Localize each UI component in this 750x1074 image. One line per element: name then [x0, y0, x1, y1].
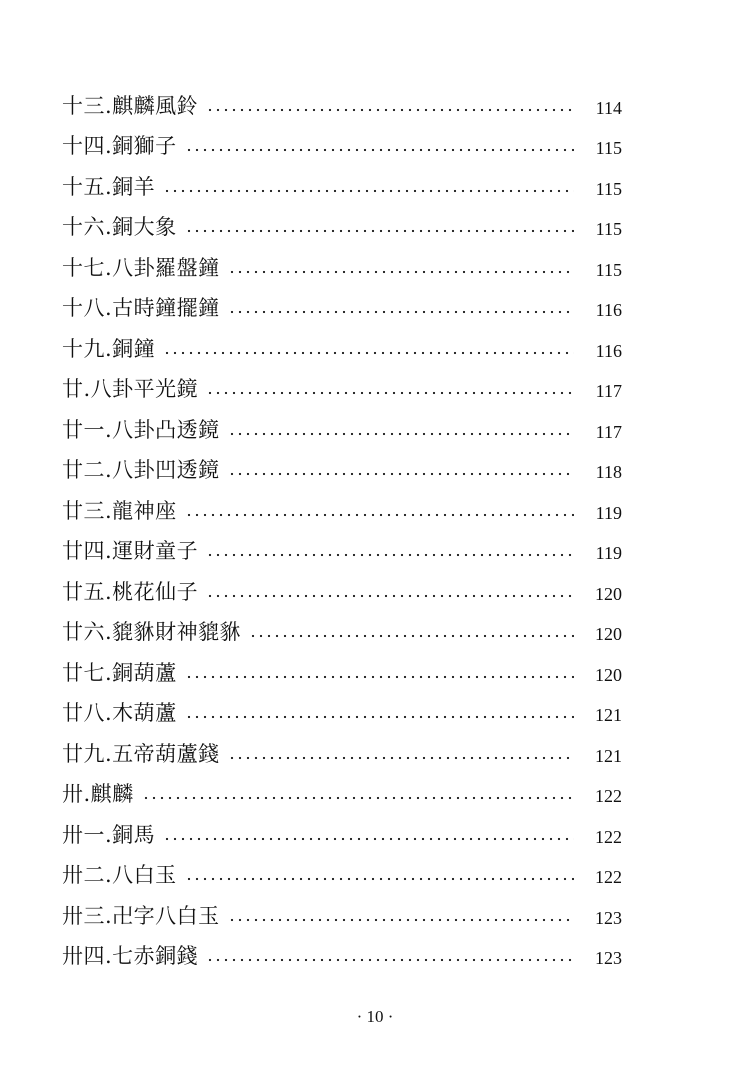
toc-entry-title: 十八.古時鐘擺鐘	[62, 296, 220, 320]
toc-entry-title: 十三.麒麟風鈴	[62, 93, 199, 118]
toc-entry-page: 123	[595, 948, 622, 968]
toc-entry-title: 廿五.桃花仙子	[62, 579, 199, 604]
dot-leader	[142, 795, 574, 801]
toc-entry	[62, 117, 622, 158]
toc-entry	[62, 319, 622, 360]
toc-entry	[62, 76, 622, 117]
toc-entry-title: 十七.八卦羅盤鐘	[62, 255, 220, 280]
dot-leader	[228, 269, 574, 275]
dot-leader	[185, 512, 574, 518]
toc-entry	[62, 400, 622, 441]
toc-entry-title: 廿八.木葫蘆	[62, 701, 177, 725]
toc-entry	[62, 279, 622, 320]
toc-entry-title: 廿六.貔貅財神貔貅	[62, 620, 242, 644]
dot-leader	[228, 471, 574, 477]
toc-entry-page: 115	[595, 138, 622, 158]
dot-leader	[206, 552, 574, 558]
toc-entry-page: 116	[595, 300, 622, 320]
toc-entry-title: 十四.銅獅子	[62, 134, 177, 158]
toc-entry-title: 廿二.八卦凹透鏡	[62, 458, 220, 482]
toc-entry-title: 十九.銅鐘	[62, 336, 156, 361]
toc-entry	[62, 805, 622, 846]
toc-entry-title: 卅四.七赤銅錢	[62, 944, 199, 968]
dot-leader	[206, 957, 574, 963]
toc-entry-title: 廿七.銅葫蘆	[62, 660, 177, 685]
toc-entry-title: 卅一.銅馬	[62, 822, 156, 847]
toc-entry	[62, 724, 622, 765]
table-of-contents	[62, 76, 622, 967]
toc-entry-page: 115	[595, 178, 622, 199]
toc-entry	[62, 562, 622, 603]
toc-entry-page: 116	[595, 340, 622, 361]
toc-entry	[62, 522, 622, 563]
toc-entry-title: 卅.麒麟	[62, 782, 134, 806]
toc-entry-title: 十五.銅羊	[62, 174, 156, 199]
toc-entry-page: 121	[595, 745, 622, 766]
toc-entry-page: 119	[595, 502, 622, 523]
toc-entry	[62, 481, 622, 522]
dot-leader	[185, 147, 574, 153]
toc-entry	[62, 846, 622, 887]
toc-entry	[62, 157, 622, 198]
toc-entry-page: 115	[595, 219, 622, 239]
toc-entry	[62, 603, 622, 644]
toc-entry-title: 廿.八卦平光鏡	[62, 377, 199, 401]
toc-entry-page: 120	[595, 664, 622, 685]
dot-leader	[185, 714, 574, 720]
dot-leader	[185, 674, 574, 680]
dot-leader	[163, 836, 574, 842]
toc-entry-title: 十六.銅大象	[62, 215, 177, 239]
dot-leader	[206, 107, 574, 113]
toc-entry	[62, 927, 622, 968]
dot-leader	[206, 593, 574, 599]
toc-entry-title: 卅二.八白玉	[62, 863, 177, 887]
toc-entry-title: 廿四.運財童子	[62, 539, 199, 563]
toc-entry	[62, 441, 622, 482]
toc-entry-title: 廿三.龍神座	[62, 498, 177, 523]
toc-entry-page: 120	[595, 624, 622, 644]
toc-entry	[62, 360, 622, 401]
toc-entry-page: 122	[595, 826, 622, 847]
toc-entry-page: 114	[595, 97, 622, 118]
toc-entry-title: 廿一.八卦凸透鏡	[62, 417, 220, 442]
dot-leader	[228, 755, 574, 761]
dot-leader	[228, 309, 574, 315]
toc-entry-page: 115	[595, 259, 622, 280]
toc-entry-page: 122	[595, 867, 622, 887]
toc-entry	[62, 238, 622, 279]
dot-leader	[185, 228, 574, 234]
dot-leader	[163, 350, 574, 356]
dot-leader	[206, 390, 574, 396]
toc-entry-title: 卅三.卍字八白玉	[62, 903, 220, 928]
toc-entry-page: 121	[595, 705, 622, 725]
toc-entry	[62, 765, 622, 806]
page-number: · 10 ·	[356, 1007, 394, 1026]
toc-entry	[62, 198, 622, 239]
dot-leader	[228, 917, 574, 923]
toc-entry-page: 123	[595, 907, 622, 928]
toc-entry	[62, 684, 622, 725]
dot-leader	[185, 876, 574, 882]
toc-entry-title: 廿九.五帝葫蘆錢	[62, 741, 220, 766]
toc-entry-page: 120	[595, 583, 622, 604]
dot-leader	[163, 188, 574, 194]
toc-entry	[62, 886, 622, 927]
toc-entry-page: 119	[595, 543, 622, 563]
toc-entry-page: 117	[595, 421, 622, 442]
toc-entry-page: 118	[595, 462, 622, 482]
toc-entry-page: 122	[595, 786, 622, 806]
dot-leader	[228, 431, 574, 437]
dot-leader	[249, 633, 574, 639]
toc-entry-page: 117	[595, 381, 622, 401]
toc-entry	[62, 643, 622, 684]
